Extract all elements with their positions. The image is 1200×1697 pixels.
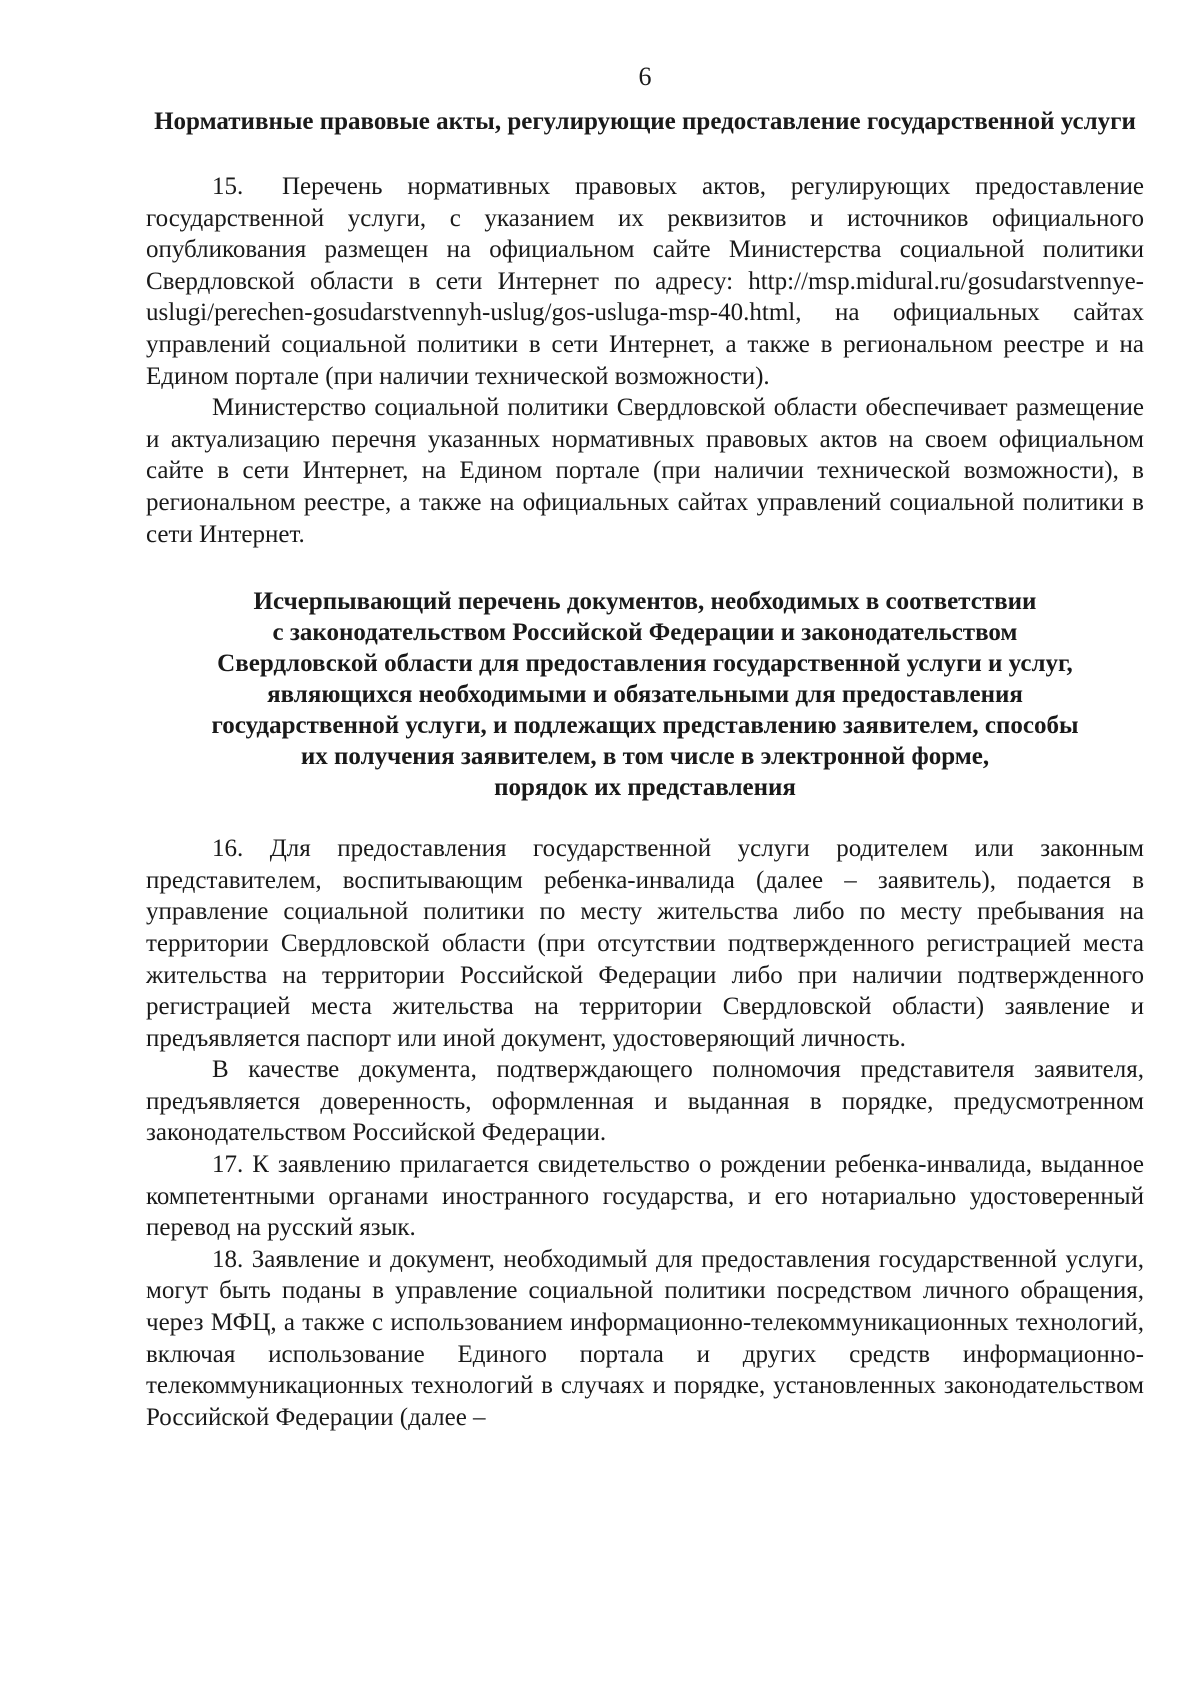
paragraph-18: 18. Заявление и документ, необходимый для предоставления государственной услуги, могут быть поданы в управление социальной политики посредством личного обращения, через МФЦ, а также с использованием информационно-телекоммуникационных технологий, включая использование Единого портала и других средств информационно-телекоммуникационных технологий в случаях и порядке, установленных законодательством Российской Федерации (далее – [146, 1245, 1144, 1431]
paragraph-15-continued: Министерство социальной политики Свердловской области обеспечивает размещение и актуализацию перечня указанных нормативных правовых актов на своем официальном сайте в сети Интернет, на Едином портале (при наличии технической возможности), в региональном реестре, а также на официальных сайтах управлений социальной политики в сети Интернет. [146, 394, 1144, 548]
section-title-line: с законодательством Российской Федерации и законодательством [272, 619, 1018, 647]
document-page [146, 62, 1144, 1433]
section-title-line: Свердловской области для предоставления государственной услуги и услуг, [217, 650, 1073, 678]
section-title-line: государственной услуги, и подлежащих представлению заявителем, способы [211, 712, 1079, 740]
section-title-line: являющихся необходимыми и обязательными для предоставления [267, 681, 1023, 709]
section-title-line: порядок их представления [494, 774, 796, 802]
paragraph-15-text: Перечень нормативных правовых актов, регулирующих предоставление государственной услуги, с указанием их реквизитов и источников официального опубликования размещен на официальном сайте Министерства социальной политики Свердловской области в сети Интернет по адресу: http://msp.midural.ru/gosudarstvennye-uslugi/perechen-gosudarstvennyh-uslug/gos-usluga-msp-40.html, на официальных сайтах управлений социальной политики в сети Интернет, а также в региональном реестре и на Едином портале (при наличии технической возможности). [146, 173, 1144, 390]
section-title-documents-list [146, 586, 1144, 803]
paragraph-16-continued: В качестве документа, подтверждающего полномочия представителя заявителя, предъявляется доверенность, оформленная и выданная в порядке, предусмотренном законодательством Российской Федерации. [146, 1056, 1144, 1147]
section-title-regulatory-acts: Нормативные правовые акты, регулирующие предоставление государственной услуги [154, 108, 1136, 135]
paragraph-15 [146, 171, 1144, 392]
paragraph-16: 16. Для предоставления государственной услуги родителем или законным представителем, воспитывающим ребенка-инвалида (далее – заявитель), подается в управление социальной политики по месту жительства либо по месту пребывания на территории Свердловской области (при отсутствии подтвержденного регистрацией места жительства на территории Российской Федерации либо при наличии подтвержденного регистрацией места жительства на территории Свердловской области) заявление и предъявляется паспорт или иной документ, удостоверяющий личность. [146, 835, 1144, 1052]
paragraph-17: 17. К заявлению прилагается свидетельство о рождении ребенка-инвалида, выданное компетентными органами иностранного государства, и его нотариально удостоверенный перевод на русский язык. [146, 1151, 1144, 1242]
page-number: 6 [638, 62, 652, 91]
paragraph-15-number: 15. [212, 173, 244, 200]
section-title-line: их получения заявителем, в том числе в электронной форме, [300, 743, 990, 771]
section-title-line: Исчерпывающий перечень документов, необходимых в соответствии [253, 588, 1037, 616]
